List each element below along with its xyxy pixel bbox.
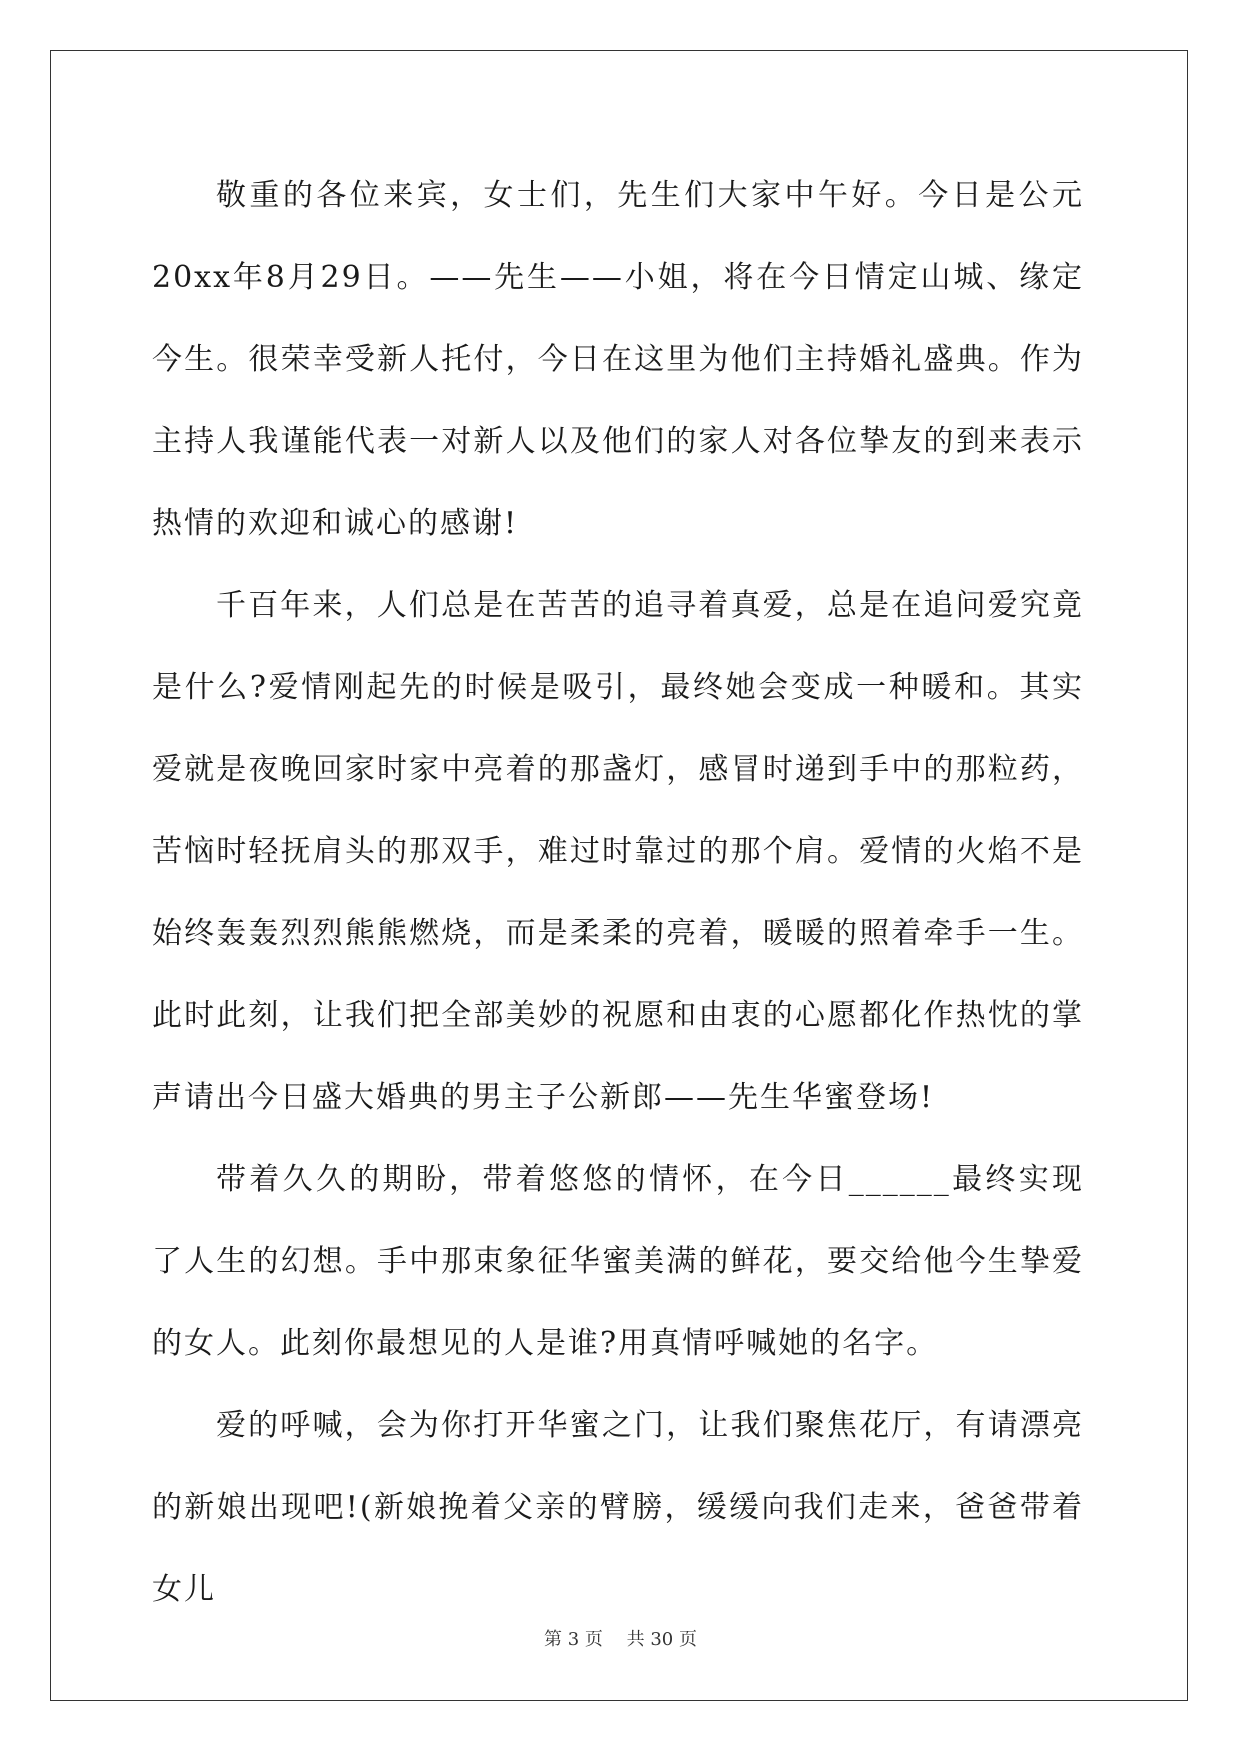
paragraph-1: 敬重的各位来宾，女士们，先生们大家中午好。今日是公元20xx年8月29日。——先生——小姐，将在今日情定山城、缘定今生。很荣幸受新人托付，今日在这里为他们主持婚礼盛典。作为主持人我谨能代表一对新人以及他们的家人对各位挚友的到来表示热情的欢迎和诚心的感谢!	[152, 178, 1084, 541]
document-body	[152, 155, 1084, 1631]
paragraph-4: 爱的呼喊，会为你打开华蜜之门，让我们聚焦花厅，有请漂亮的新娘出现吧!(新娘挽着父亲的臂膀，缓缓向我们走来，爸爸带着女儿	[152, 1408, 1084, 1607]
page-number-footer: 第 3 页 共 30 页	[544, 1629, 697, 1650]
paragraph-3: 带着久久的期盼，带着悠悠的情怀，在今日______最终实现了人生的幻想。手中那束象征华蜜美满的鲜花，要交给他今生挚爱的女人。此刻你最想见的人是谁?用真情呼喊她的名字。	[152, 1162, 1084, 1361]
paragraph-2: 千百年来，人们总是在苦苦的追寻着真爱，总是在追问爱究竟是什么?爱情刚起先的时候是吸引，最终她会变成一种暖和。其实爱就是夜晚回家时家中亮着的那盏灯，感冒时递到手中的那粒药，苦恼时轻抚肩头的那双手，难过时靠过的那个肩。爱情的火焰不是始终轰轰烈烈熊熊燃烧，而是柔柔的亮着，暖暖的照着牵手一生。此时此刻，让我们把全部美妙的祝愿和由衷的心愿都化作热忱的掌声请出今日盛大婚典的男主子公新郎——先生华蜜登场!	[152, 588, 1084, 1115]
